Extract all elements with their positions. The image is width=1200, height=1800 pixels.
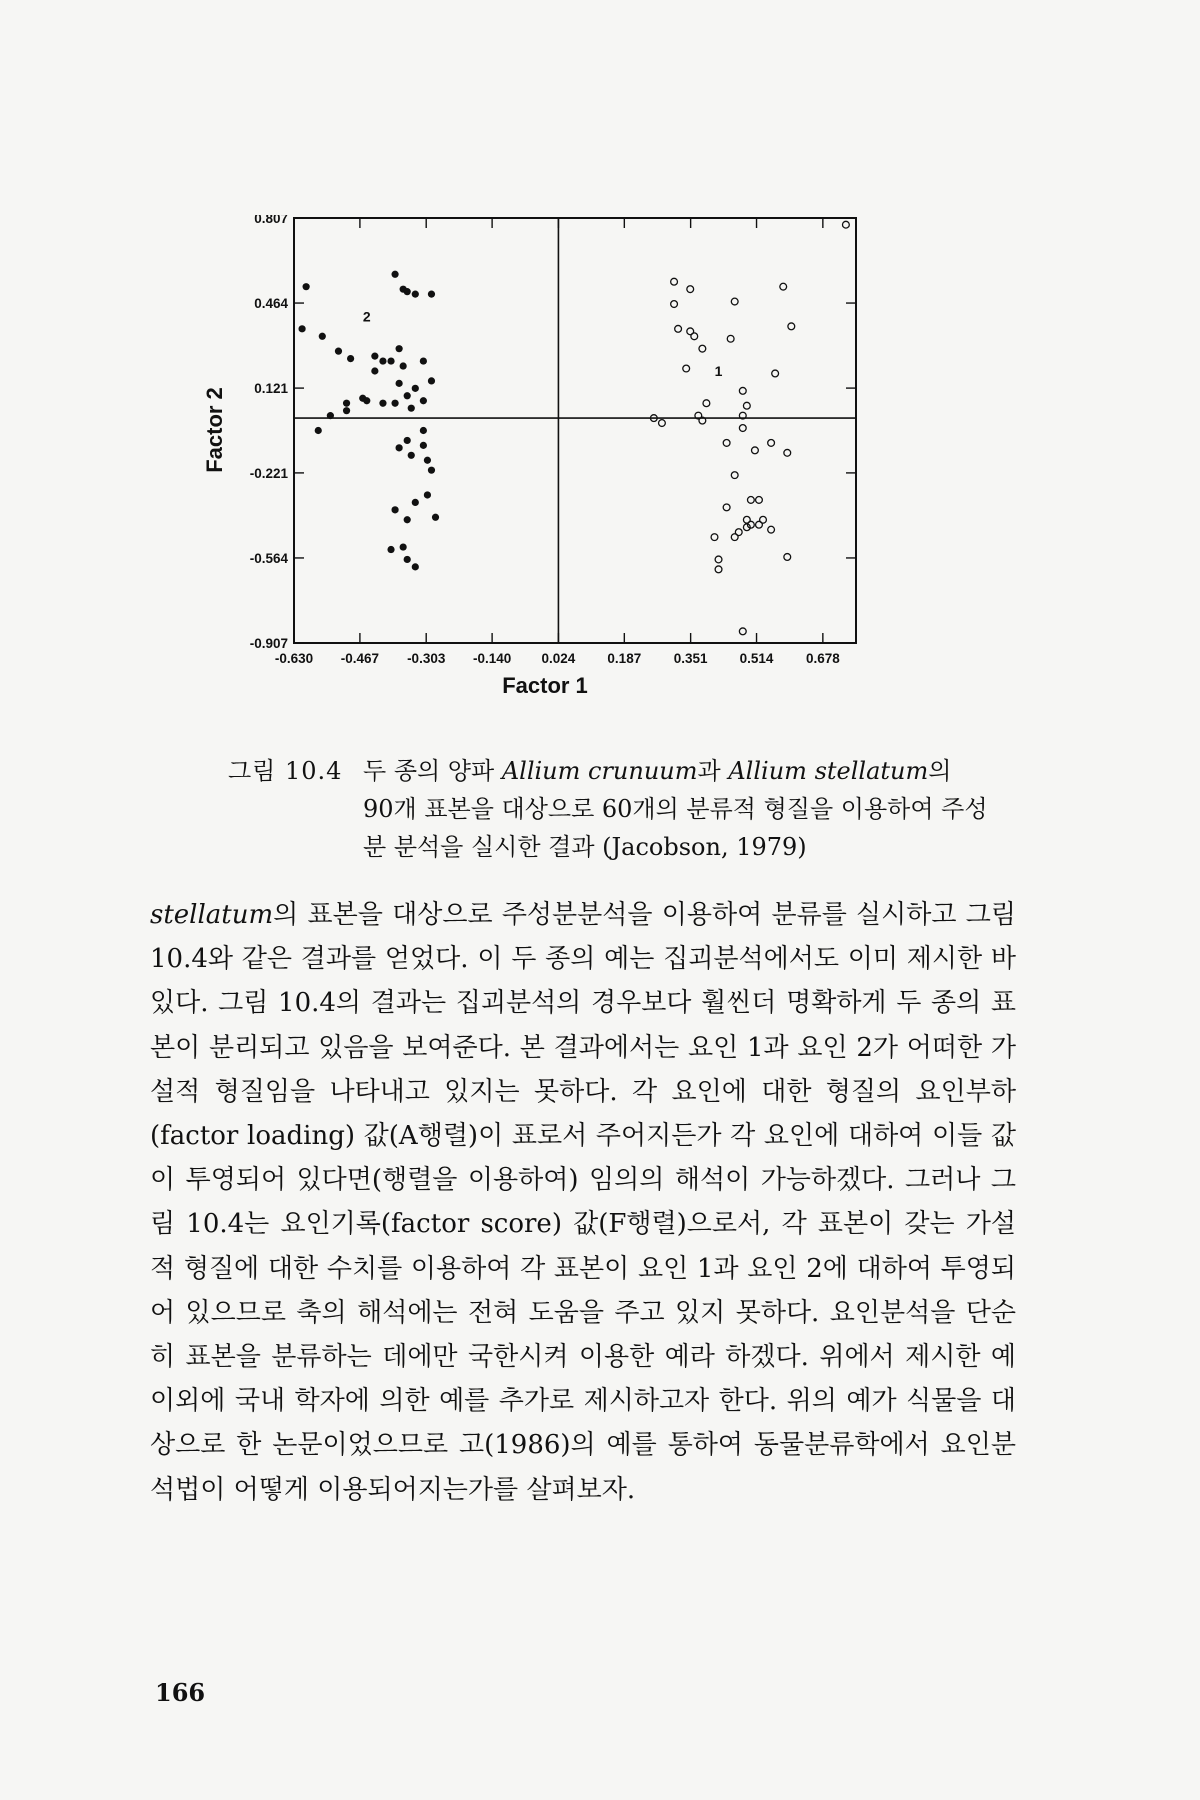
open-point <box>756 497 763 504</box>
open-point <box>711 534 718 541</box>
body-paragraph <box>150 893 1016 1512</box>
caption-genus-2: Allium <box>728 757 807 785</box>
filled-point <box>396 444 403 451</box>
filled-point <box>391 506 398 513</box>
filled-point <box>379 357 386 364</box>
point-count-label: 2 <box>362 308 371 325</box>
open-point <box>715 556 722 563</box>
body-text: 의 표본을 대상으로 주성분분석을 이용하여 분류를 실시하고 그림 10.4와 같은 결과를 얻었다. 이 두 종의 예는 집괴분석에서도 이미 제시한 바 있다. 그림 10.4의 결과는 집괴분석의 경우보다 훨씬더 명확하게 두 종의 표본이 분리되고 있음을 보여준다. 본 결과에서는 요인 1과 요인 2가 어떠한 가설적 형질임을 나타내고 있지는 못하다. 각 요인에 대한 형질의 요인부하(factor loading) 값(A행렬)이 표로서 주어지든가 각 요인에 대하여 이들 값이 투영되어 있다면(행렬을 이용하여) 임의의 해석이 가능하겠다. 그러나 그림 10.4는 요인기록(factor score) 값(F행렬)으로서, 각 표본이 갖는 가설적 형질에 대한 수치를 이용하여 각 표본이 요인 1과 요인 2에 대하여 투영되어 있으므로 축의 해석에는 전혀 도움을 주고 있지 못하다. 요인분석을 단순히 표본을 분류하는 데에만 국한시켜 이용한 예라 하겠다. 위에서 제시한 예 이외에 국내 학자에 의한 예를 추가로 제시하고자 한다. 위의 예가 식물을 대상으로 한 논문이었으므로 고(1986)의 예를 통하여 동물분류학에서 요인분석법이 어떻게 이용되어지는가를 살펴보자. <box>150 900 1016 1505</box>
open-point <box>723 439 730 446</box>
page-number: 166 <box>155 1678 206 1707</box>
caption-species-2: stellatum <box>814 757 929 785</box>
body-lead-species: stellatum <box>150 900 274 930</box>
x-tick-label: 0.351 <box>673 651 708 666</box>
x-tick-label: 0.187 <box>607 651 642 666</box>
figure-caption <box>228 752 988 866</box>
filled-point <box>420 442 427 449</box>
open-point <box>675 325 682 332</box>
scatter-chart <box>200 215 880 710</box>
filled-point <box>303 283 310 290</box>
filled-point <box>420 397 427 404</box>
open-point <box>731 472 738 479</box>
x-tick-label: -0.467 <box>340 651 380 666</box>
open-point <box>739 628 746 635</box>
open-point <box>747 497 754 504</box>
filled-point <box>408 405 415 412</box>
filled-point <box>412 563 419 570</box>
filled-point <box>420 357 427 364</box>
x-tick-label: -0.140 <box>472 651 512 666</box>
plot-frame <box>294 218 856 643</box>
reference-lines <box>294 218 856 643</box>
x-axis-label: Factor 1 <box>502 673 588 698</box>
filled-point <box>347 355 354 362</box>
open-point <box>842 221 849 228</box>
open-point <box>735 529 742 536</box>
open-point <box>683 365 690 372</box>
y-tick-label: 0.807 <box>254 215 288 226</box>
open-point <box>731 298 738 305</box>
open-point <box>687 286 694 293</box>
y-tick-label: -0.564 <box>249 550 288 566</box>
filled-point <box>428 377 435 384</box>
filled-point <box>396 380 403 387</box>
y-tick-label: 0.464 <box>254 296 288 312</box>
open-point <box>691 333 698 340</box>
filled-point <box>404 288 411 295</box>
x-tick-label: 0.678 <box>805 651 840 666</box>
open-point <box>671 278 678 285</box>
caption-post: 의 90개 표본을 대상으로 60개의 분류적 형질을 이용하여 주성분 분석을 실시한 결과 (Jacobson, 1979) <box>363 757 988 861</box>
caption-species-1: Allium crunuum <box>501 757 698 785</box>
open-point <box>723 504 730 511</box>
open-point <box>788 323 795 330</box>
filled-point <box>387 357 394 364</box>
filled-point <box>424 491 431 498</box>
open-point <box>699 345 706 352</box>
filled-point <box>327 412 334 419</box>
caption-text <box>363 752 988 866</box>
open-point <box>739 425 746 432</box>
x-tick-label: -0.303 <box>407 651 446 666</box>
open-point <box>659 420 666 427</box>
filled-point <box>363 397 370 404</box>
open-point <box>780 283 787 290</box>
filled-point <box>400 362 407 369</box>
filled-point <box>315 427 322 434</box>
filled-point <box>371 353 378 360</box>
filled-point <box>335 348 342 355</box>
filled-point <box>343 407 350 414</box>
filled-point <box>319 333 326 340</box>
x-tick-label: -0.630 <box>274 651 314 666</box>
x-tick-label: 0.024 <box>541 651 576 666</box>
y-tick-label: -0.907 <box>249 636 288 651</box>
filled-point <box>420 427 427 434</box>
filled-point <box>412 291 419 298</box>
open-point <box>743 402 750 409</box>
open-point <box>752 447 759 454</box>
filled-point <box>428 291 435 298</box>
open-point <box>727 335 734 342</box>
open-point <box>784 449 791 456</box>
open-point <box>739 387 746 394</box>
filled-point <box>404 437 411 444</box>
filled-point <box>428 467 435 474</box>
y-axis-label: Factor 2 <box>202 387 227 473</box>
open-point <box>772 370 779 377</box>
filled-point <box>387 546 394 553</box>
axis-ticks <box>250 215 856 666</box>
open-point <box>768 526 775 533</box>
filled-point <box>391 400 398 407</box>
open-point <box>768 439 775 446</box>
open-point <box>715 566 722 573</box>
filled-point <box>412 385 419 392</box>
point-annotations <box>363 308 723 379</box>
open-point <box>671 301 678 308</box>
filled-point <box>412 499 419 506</box>
caption-pre: 두 종의 양파 <box>363 757 502 785</box>
filled-point <box>432 514 439 521</box>
point-count-label: 1 <box>714 362 723 379</box>
filled-point <box>404 516 411 523</box>
filled-point <box>298 325 305 332</box>
filled-point <box>379 400 386 407</box>
filled-point <box>396 345 403 352</box>
open-point <box>784 554 791 561</box>
data-points <box>298 221 849 634</box>
x-tick-label: 0.514 <box>739 651 774 666</box>
filled-point <box>404 556 411 563</box>
filled-point <box>391 271 398 278</box>
filled-point <box>424 457 431 464</box>
filled-point <box>400 543 407 550</box>
filled-point <box>408 452 415 459</box>
y-tick-label: -0.221 <box>249 465 288 481</box>
open-point <box>756 521 763 528</box>
filled-point <box>371 367 378 374</box>
open-point <box>703 400 710 407</box>
caption-label: 그림 10.4 <box>228 757 343 785</box>
filled-point <box>404 392 411 399</box>
filled-point <box>343 400 350 407</box>
y-tick-label: 0.121 <box>254 381 288 397</box>
caption-mid: 과 <box>697 757 729 785</box>
